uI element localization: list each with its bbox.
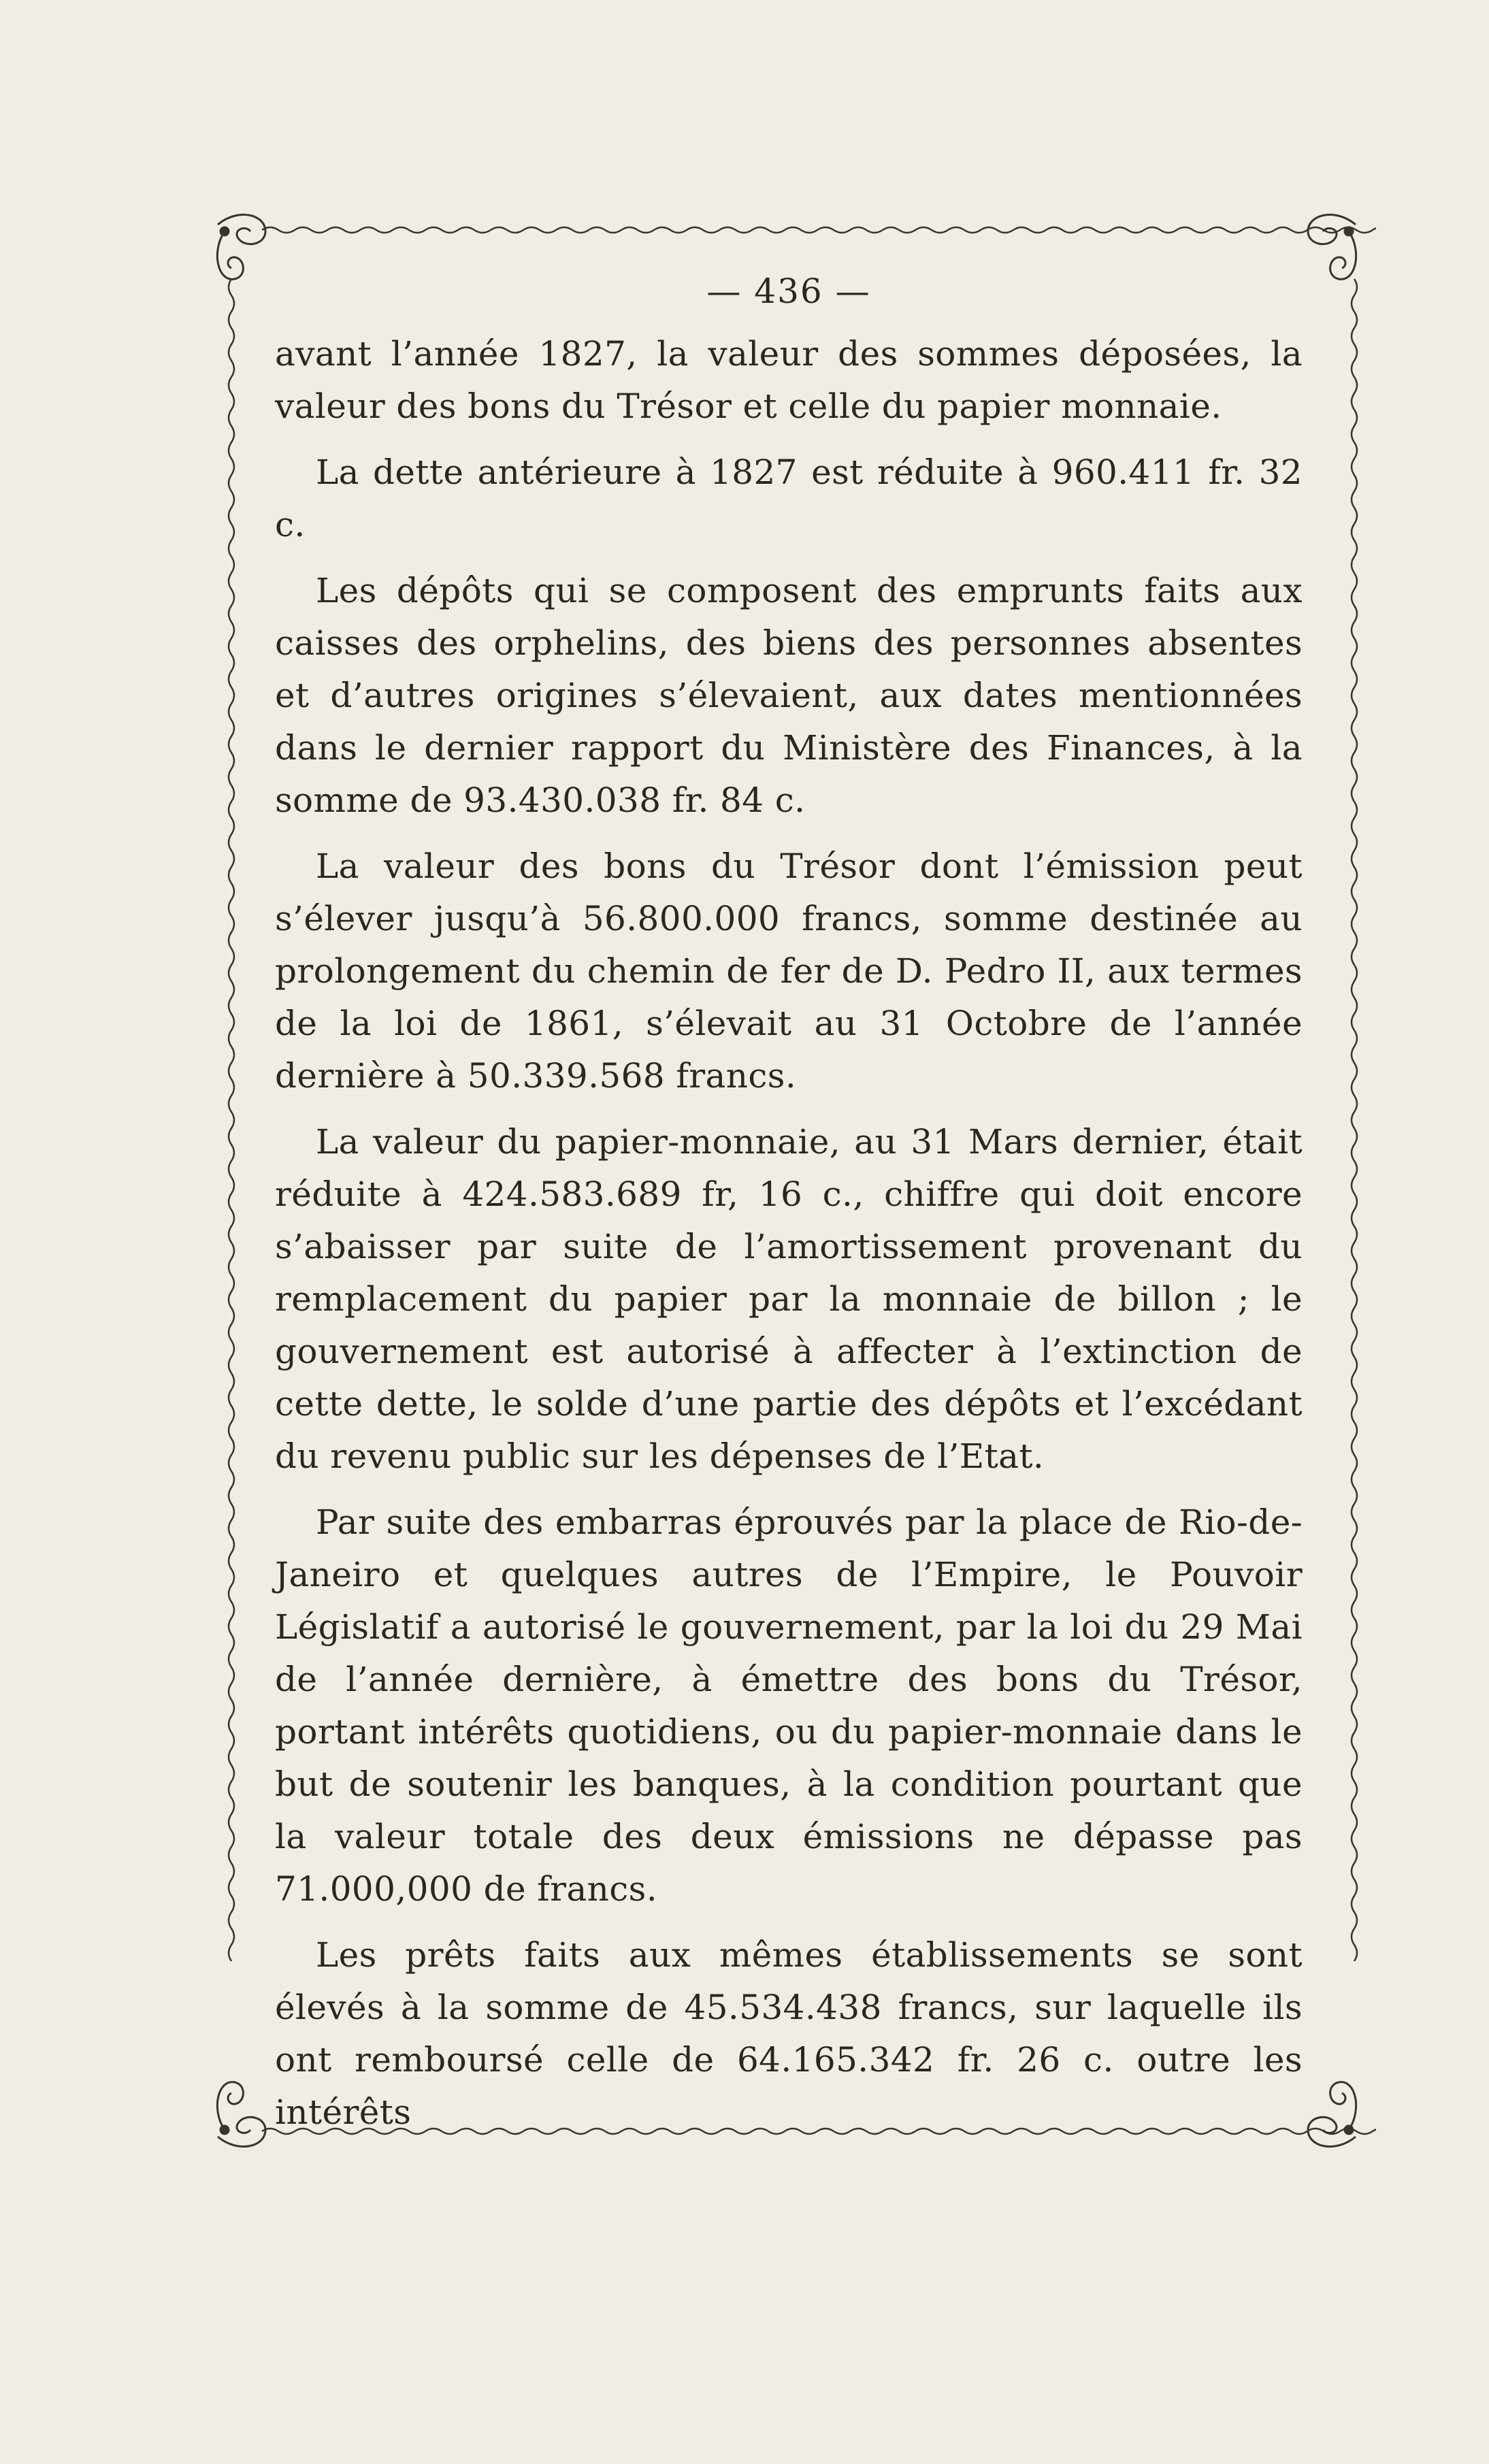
corner-ornament-top-right bbox=[1308, 215, 1356, 280]
corner-ornament-bottom-left bbox=[217, 2082, 265, 2147]
paragraph-6: Par suite des embarras éprouvés par la place de Rio-de-Janeiro et quelques autres de l’Empire, le Pouvoir Législatif a autorisé le gouvernement, par la loi du 29 Mai de l’année dernière, à émettre des bons du Trésor, portant intérêts quotidiens, ou du papier-monnaie dans le but de soutenir les banques, à la condition pourtant que la valeur totale des deux émissions ne dépasse pas 71.000,000 de francs. bbox=[275, 1502, 1303, 1909]
paragraph-4: La valeur des bons du Trésor dont l’émission peut s’élever jusqu’à 56.800.000 francs, somme destinée au prolongement du chemin de fer de D. Pedro II, aux termes de la loi de 1861, s’élevait au 31 Octobre de l’année dernière à 50.339.568 francs. bbox=[275, 847, 1303, 1096]
paragraph-2: La dette antérieure à 1827 est réduite à 960.411 fr. 32 c. bbox=[275, 453, 1303, 544]
paragraph-7: Les prêts faits aux mêmes établissements se sont élevés à la somme de 45.534.438 francs, sur laquelle ils ont remboursé celle de 64.165.342 fr. 26 c. outre les intérêts bbox=[275, 1935, 1303, 2132]
paragraph-1: avant l’année 1827, la valeur des sommes déposées, la valeur des bons du Trésor et celle du papier monnaie. bbox=[275, 334, 1303, 426]
right-wavy-rule bbox=[1352, 279, 1357, 1961]
corner-ornament-bottom-right bbox=[1308, 2082, 1356, 2147]
paragraph-3: Les dépôts qui se composent des emprunts faits aux caisses des orphelins, des biens des personnes absentes et d’autres origines s’élevaient, aux dates mentionnées dans le dernier rapport du Ministère des Finances, à la somme de 93.430.038 fr. 84 c. bbox=[275, 571, 1303, 820]
left-wavy-rule bbox=[229, 279, 234, 1961]
ornamental-frame bbox=[197, 204, 1376, 2157]
page-number: — 436 — bbox=[706, 272, 871, 311]
text-block bbox=[275, 264, 1303, 2152]
corner-ornament-top-left bbox=[217, 215, 265, 280]
paragraph-5: La valeur du papier-monnaie, au 31 Mars dernier, était réduite à 424.583.689 fr, 16 c., chiffre qui doit encore s’abaisser par suite de l’amortissement provenant du remplacement du papier par la monnaie de billon ; le gouvernement est autorisé à affecter à l’extinction de cette dette, le solde d’une partie des dépôts et l’excédant du revenu public sur les dépenses de l’Etat. bbox=[275, 1122, 1303, 1476]
top-wavy-rule bbox=[262, 227, 1376, 233]
